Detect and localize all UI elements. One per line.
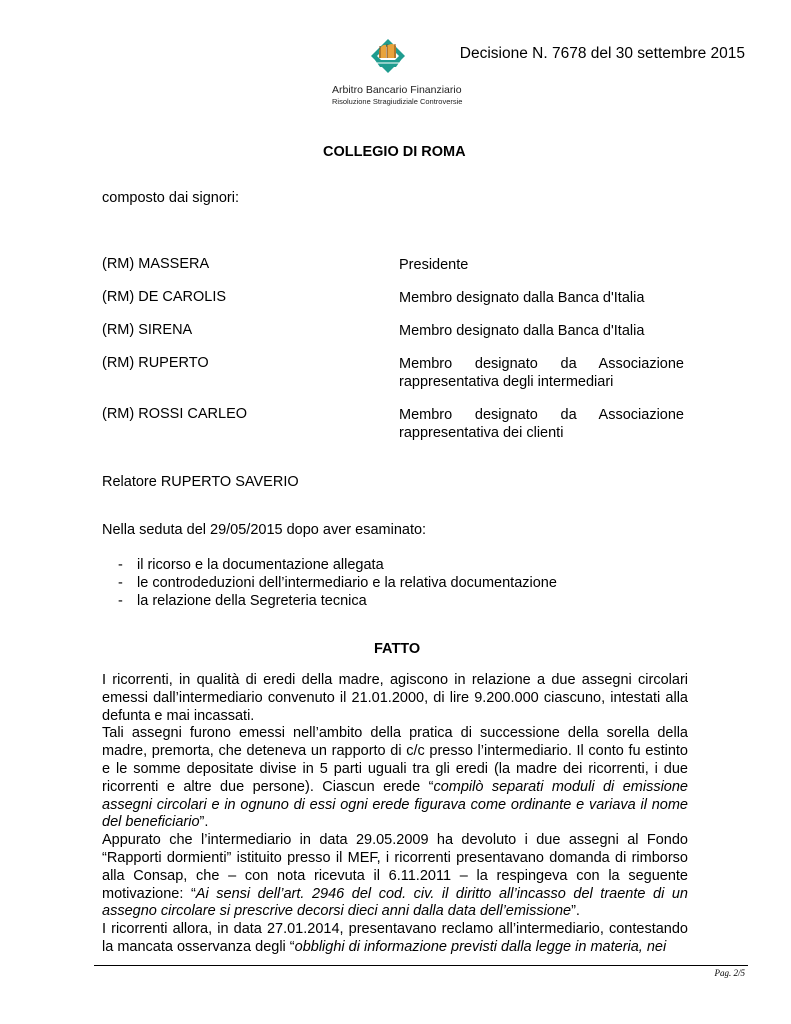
bullet-dash: - [118, 593, 123, 609]
examined-list [118, 556, 557, 610]
member-name: (RM) SIRENA [102, 322, 193, 338]
quote-text: Ai sensi dell’art. 2946 del cod. civ. il diritto all’incasso del traente di un assegno circolare si prescrive decorsi dieci anni dalla data dell’emissione [102, 885, 688, 920]
member-name: (RM) MASSERA [102, 256, 210, 272]
member-role [399, 322, 684, 340]
member-role-line: Membro designato dalla Banca d'Italia [399, 290, 645, 306]
bullet-dash: - [118, 557, 123, 573]
abf-ship-logo-icon [368, 36, 408, 82]
paragraph: Tali assegni furono emessi nell’ambito della pratica di successione della sorella della madre, premorta, che deteneva un rapporto di c/c presso l’intermediario. Il conto fu estinto e le somme depositate divise in 5 parti uguali tra gli eredi (la madre dei ricorrenti, i due ricorrenti e altre due persone). Ciascun erede “compilò separati moduli di emissione assegni circolari e in ognuno di essi ogni erede figurava come ordinante e variava il nome del beneficiario”. [102, 725, 688, 831]
member-role [399, 289, 684, 307]
decision-number: Decisione N. 7678 del 30 settembre 2015 [459, 45, 745, 62]
list-item [118, 592, 557, 610]
list-item-text: le controdeduzioni dell’intermediario e la relativa documentazione [137, 575, 557, 591]
logo-subtitle: Risoluzione Stragiudiziale Controversie [332, 97, 463, 106]
quote-text: obblighi di informazione previsti dalla legge in materia, nei [294, 938, 667, 955]
logo-name: Arbitro Bancario Finanziario [332, 84, 462, 96]
quote-text: compilò separati moduli di emissione assegni circolari e in ognuno di essi ogni erede figurava come ordinante e variava il nome del beneficiario [102, 778, 688, 831]
seduta-text: Nella seduta del 29/05/2015 dopo aver esaminato: [102, 522, 427, 538]
member-role-line: Membro designato da Associazione [399, 356, 684, 372]
member-role-line: Presidente [399, 257, 469, 273]
member-role-line: rappresentativa degli intermediari [399, 374, 614, 390]
list-item [118, 574, 557, 592]
member-role [399, 406, 684, 442]
paragraph: Appurato che l’intermediario in data 29.05.2009 ha devoluto i due assegni al Fondo “Rapporti dormienti” istituito presso il MEF, i ricorrenti presentavano domanda di rimborso alla Consap, che – con nota ricevuta il 6.11.2011 – la respingeva con la seguente motivazione: “Ai sensi dell’art. 2946 del cod. civ. il diritto all’incasso del traente di un assegno circolare si prescrive decorsi dieci anni dalla data dell’emissione”. [102, 832, 688, 920]
paragraph: I ricorrenti allora, in data 27.01.2014, presentavano reclamo all’intermediario, contestando la mancata osservanza degli “obblighi di informazione previsti dalla legge in materia, nei [102, 921, 688, 955]
list-item [118, 556, 557, 574]
list-item-text: la relazione della Segreteria tecnica [137, 593, 367, 609]
bullet-dash: - [118, 575, 123, 591]
fatto-heading: FATTO [374, 641, 421, 657]
relatore-text: Relatore RUPERTO SAVERIO [102, 474, 299, 490]
member-name: (RM) RUPERTO [102, 355, 209, 371]
footer-divider [94, 965, 748, 966]
member-role-line: rappresentativa dei clienti [399, 425, 564, 441]
member-name: (RM) DE CAROLIS [102, 289, 227, 305]
paragraph: I ricorrenti, in qualità di eredi della madre, agiscono in relazione a due assegni circolari emessi dall’intermediario convenuto il 21.01.2000, di lire 9.200.000 ciascuno, intestati alla defunta e mai incassati. [102, 672, 688, 724]
member-name: (RM) ROSSI CARLEO [102, 406, 248, 422]
collegio-heading: COLLEGIO DI ROMA [323, 144, 466, 160]
page-number: Pag. 2/5 [714, 968, 745, 978]
member-role [399, 256, 684, 274]
fatto-body [102, 672, 688, 957]
composto-text: composto dai signori: [102, 190, 240, 206]
member-role [399, 355, 684, 391]
list-item-text: il ricorso e la documentazione allegata [137, 557, 384, 573]
member-role-line: Membro designato da Associazione [399, 407, 684, 423]
member-role-line: Membro designato dalla Banca d'Italia [399, 323, 645, 339]
